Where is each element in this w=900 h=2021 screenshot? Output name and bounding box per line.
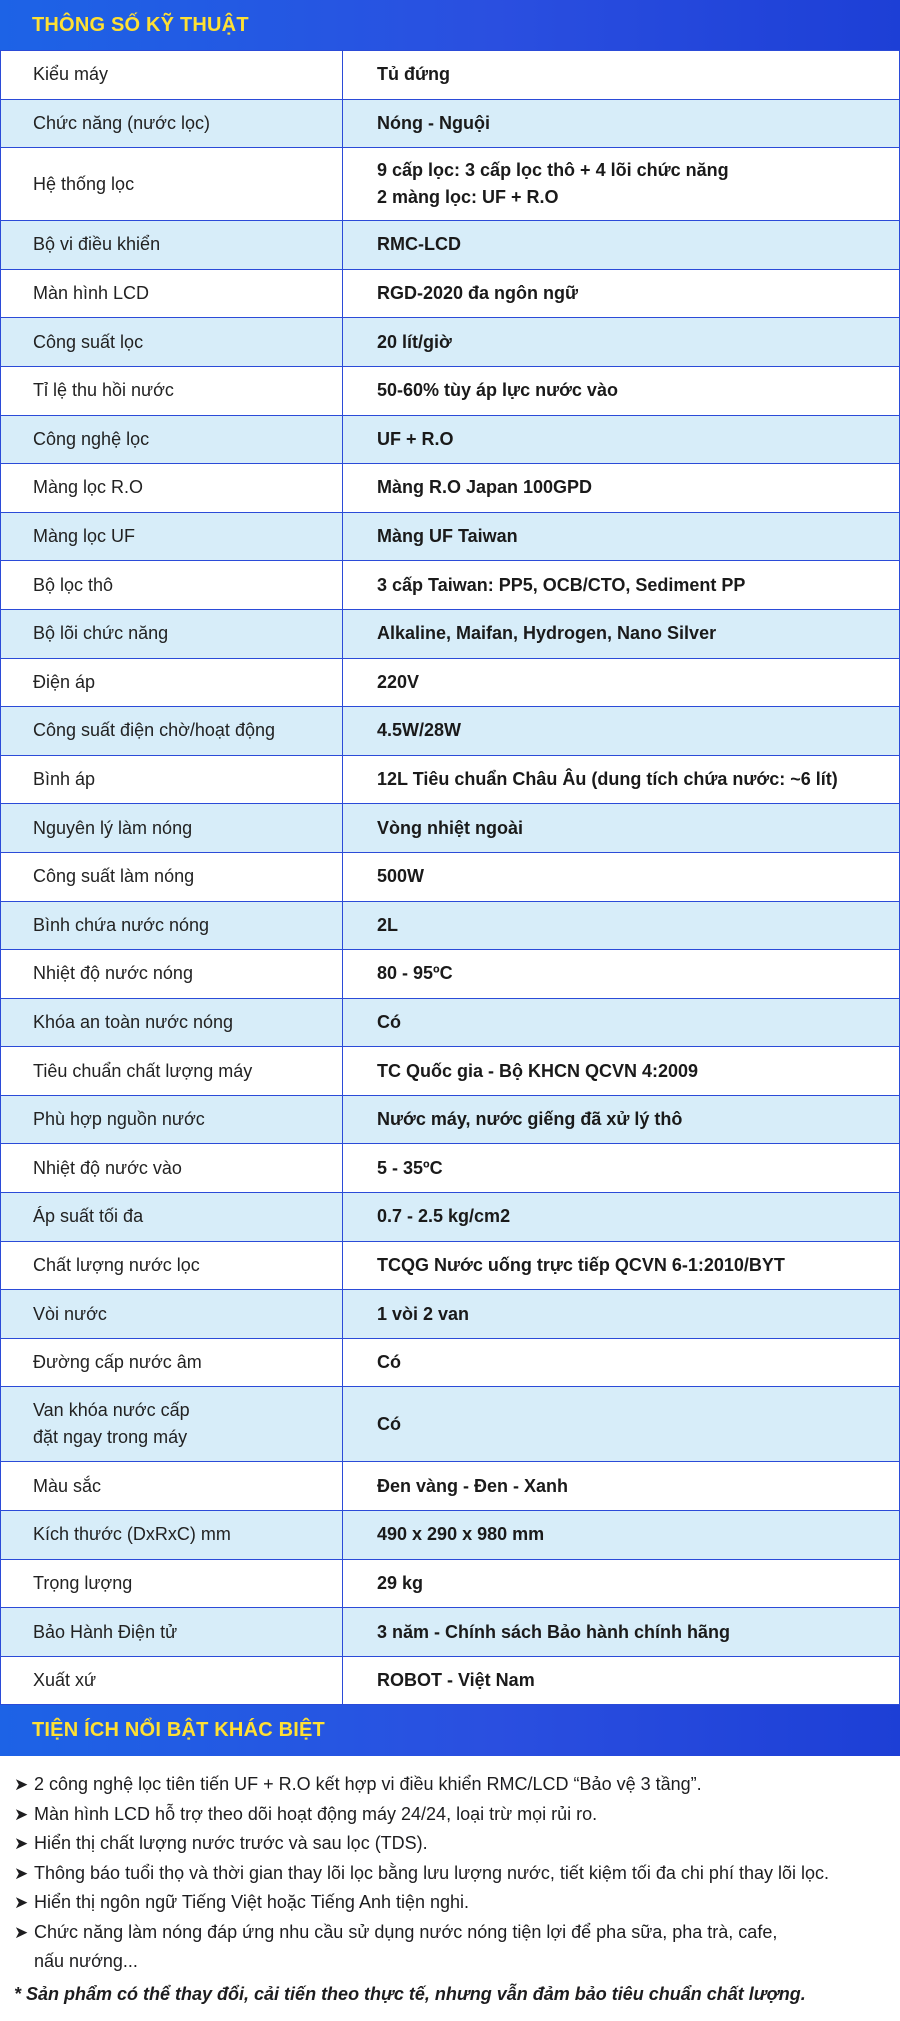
spec-value: 29 kg [343, 1559, 900, 1608]
spec-value: RGD-2020 đa ngôn ngữ [343, 269, 900, 318]
benefit-item [14, 1800, 888, 1830]
spec-value: 9 cấp lọc: 3 cấp lọc thô + 4 lõi chức năng 2 màng lọc: UF + R.O [343, 148, 900, 221]
spec-label: Công suất lọc [1, 318, 343, 367]
spec-row [1, 852, 900, 901]
spec-label: Bình chứa nước nóng [1, 901, 343, 950]
chevron-right-icon: ➤ [14, 1922, 29, 1942]
spec-label: Nhiệt độ nước vào [1, 1144, 343, 1193]
spec-value: 20 lít/giờ [343, 318, 900, 367]
spec-row [1, 950, 900, 999]
spec-label: Điện áp [1, 658, 343, 707]
spec-value: UF + R.O [343, 415, 900, 464]
spec-row [1, 1656, 900, 1705]
spec-label: Màng lọc R.O [1, 464, 343, 513]
spec-label: Màng lọc UF [1, 512, 343, 561]
spec-row [1, 269, 900, 318]
spec-row [1, 998, 900, 1047]
spec-value: TCQG Nước uống trực tiếp QCVN 6-1:2010/BYT [343, 1241, 900, 1290]
spec-label: Bộ lõi chức năng [1, 609, 343, 658]
benefit-item [14, 1918, 888, 1977]
spec-row [1, 561, 900, 610]
spec-label: Nhiệt độ nước nóng [1, 950, 343, 999]
spec-value: 3 năm - Chính sách Bảo hành chính hãng [343, 1608, 900, 1657]
spec-value: Alkaline, Maifan, Hydrogen, Nano Silver [343, 609, 900, 658]
spec-label: Tỉ lệ thu hồi nước [1, 366, 343, 415]
spec-row [1, 1387, 900, 1462]
spec-label: Công nghệ lọc [1, 415, 343, 464]
chevron-right-icon: ➤ [14, 1775, 29, 1795]
spec-value: Tủ đứng [343, 51, 900, 100]
spec-value: Có [343, 1338, 900, 1387]
spec-row [1, 1511, 900, 1560]
spec-row [1, 1338, 900, 1387]
spec-label: Công suất làm nóng [1, 852, 343, 901]
spec-value: Màng UF Taiwan [343, 512, 900, 561]
spec-label: Bộ vi điều khiển [1, 221, 343, 270]
spec-row [1, 609, 900, 658]
spec-row [1, 1462, 900, 1511]
spec-value: Có [343, 1387, 900, 1462]
benefit-text: 2 công nghệ lọc tiên tiến UF + R.O kết hợp vi điều khiển RMC/LCD “Bảo vệ 3 tầng”. [34, 1774, 702, 1795]
spec-value: Vòng nhiệt ngoài [343, 804, 900, 853]
spec-row [1, 318, 900, 367]
benefit-text: Thông báo tuổi thọ và thời gian thay lõi lọc bằng lưu lượng nước, tiết kiệm tối đa chi phí thay lõi lọc. [34, 1862, 829, 1883]
spec-row [1, 707, 900, 756]
spec-label: Xuất xứ [1, 1656, 343, 1705]
spec-row [1, 1608, 900, 1657]
spec-row [1, 1095, 900, 1144]
spec-value: TC Quốc gia - Bộ KHCN QCVN 4:2009 [343, 1047, 900, 1096]
spec-value: 80 - 95ºC [343, 950, 900, 999]
spec-value: 2L [343, 901, 900, 950]
spec-value: Đen vàng - Đen - Xanh [343, 1462, 900, 1511]
benefit-text: Chức năng làm nóng đáp ứng nhu cầu sử dụng nước nóng tiện lợi để pha sữa, pha trà, cafe, nấu nướng... [34, 1921, 778, 1972]
spec-value: ROBOT - Việt Nam [343, 1656, 900, 1705]
spec-row [1, 658, 900, 707]
spec-value: 3 cấp Taiwan: PP5, OCB/CTO, Sediment PP [343, 561, 900, 610]
spec-label: Khóa an toàn nước nóng [1, 998, 343, 1047]
benefit-text: Hiển thị chất lượng nước trước và sau lọc (TDS). [34, 1833, 428, 1854]
benefit-item [14, 1888, 888, 1918]
spec-value: 0.7 - 2.5 kg/cm2 [343, 1193, 900, 1242]
spec-value: 50-60% tùy áp lực nước vào [343, 366, 900, 415]
chevron-right-icon: ➤ [14, 1863, 29, 1883]
spec-row [1, 366, 900, 415]
spec-label: Vòi nước [1, 1290, 343, 1339]
benefit-text: Hiển thị ngôn ngữ Tiếng Việt hoặc Tiếng Anh tiện nghi. [34, 1892, 470, 1913]
spec-value: 220V [343, 658, 900, 707]
benefits-section [0, 1756, 900, 2009]
spec-label: Áp suất tối đa [1, 1193, 343, 1242]
chevron-right-icon: ➤ [14, 1804, 29, 1824]
spec-label: Trọng lượng [1, 1559, 343, 1608]
spec-value: 12L Tiêu chuẩn Châu Âu (dung tích chứa nước: ~6 lít) [343, 755, 900, 804]
spec-label: Đường cấp nước âm [1, 1338, 343, 1387]
spec-label: Van khóa nước cấp đặt ngay trong máy [1, 1387, 343, 1462]
spec-label: Kiểu máy [1, 51, 343, 100]
spec-label: Màn hình LCD [1, 269, 343, 318]
spec-value: 5 - 35ºC [343, 1144, 900, 1193]
spec-row [1, 901, 900, 950]
spec-row [1, 755, 900, 804]
spec-value: Nước máy, nước giếng đã xử lý thô [343, 1095, 900, 1144]
specs-header [0, 0, 900, 50]
spec-row [1, 1559, 900, 1608]
benefit-text: Màn hình LCD hỗ trợ theo dõi hoạt động máy 24/24, loại trừ mọi rủi ro. [34, 1803, 598, 1824]
spec-value: 1 vòi 2 van [343, 1290, 900, 1339]
spec-row [1, 99, 900, 148]
spec-value: 500W [343, 852, 900, 901]
spec-row [1, 51, 900, 100]
spec-row [1, 148, 900, 221]
spec-label: Kích thước (DxRxC) mm [1, 1511, 343, 1560]
spec-row [1, 1144, 900, 1193]
specs-title: THÔNG SỐ KỸ THUẬT [32, 13, 249, 36]
benefits-list [14, 1770, 888, 1977]
disclaimer-note: * Sản phẩm có thể thay đổi, cải tiến theo thực tế, nhưng vẫn đảm bảo tiêu chuẩn chất lượng. [14, 1983, 806, 2004]
spec-value: Nóng - Nguội [343, 99, 900, 148]
spec-label: Nguyên lý làm nóng [1, 804, 343, 853]
benefit-item [14, 1829, 888, 1859]
benefit-item [14, 1770, 888, 1800]
spec-row [1, 221, 900, 270]
spec-value: 490 x 290 x 980 mm [343, 1511, 900, 1560]
benefits-header [0, 1705, 900, 1756]
spec-label: Phù hợp nguồn nước [1, 1095, 343, 1144]
spec-row [1, 464, 900, 513]
benefit-item [14, 1859, 888, 1889]
spec-label: Màu sắc [1, 1462, 343, 1511]
spec-value: RMC-LCD [343, 221, 900, 270]
spec-row [1, 1241, 900, 1290]
spec-row [1, 1193, 900, 1242]
spec-label: Chất lượng nước lọc [1, 1241, 343, 1290]
spec-row [1, 1290, 900, 1339]
spec-value: Màng R.O Japan 100GPD [343, 464, 900, 513]
spec-label: Bình áp [1, 755, 343, 804]
spec-label: Tiêu chuẩn chất lượng máy [1, 1047, 343, 1096]
specs-table [0, 50, 900, 1705]
spec-label: Bảo Hành Điện tử [1, 1608, 343, 1657]
spec-label: Công suất điện chờ/hoạt động [1, 707, 343, 756]
benefits-title: TIỆN ÍCH NỔI BẬT KHÁC BIỆT [32, 1719, 325, 1742]
spec-row [1, 1047, 900, 1096]
spec-row [1, 415, 900, 464]
spec-row [1, 512, 900, 561]
spec-value: Có [343, 998, 900, 1047]
spec-label: Bộ lọc thô [1, 561, 343, 610]
spec-label: Chức năng (nước lọc) [1, 99, 343, 148]
chevron-right-icon: ➤ [14, 1893, 29, 1913]
spec-label: Hệ thống lọc [1, 148, 343, 221]
spec-value: 4.5W/28W [343, 707, 900, 756]
chevron-right-icon: ➤ [14, 1834, 29, 1854]
spec-row [1, 804, 900, 853]
